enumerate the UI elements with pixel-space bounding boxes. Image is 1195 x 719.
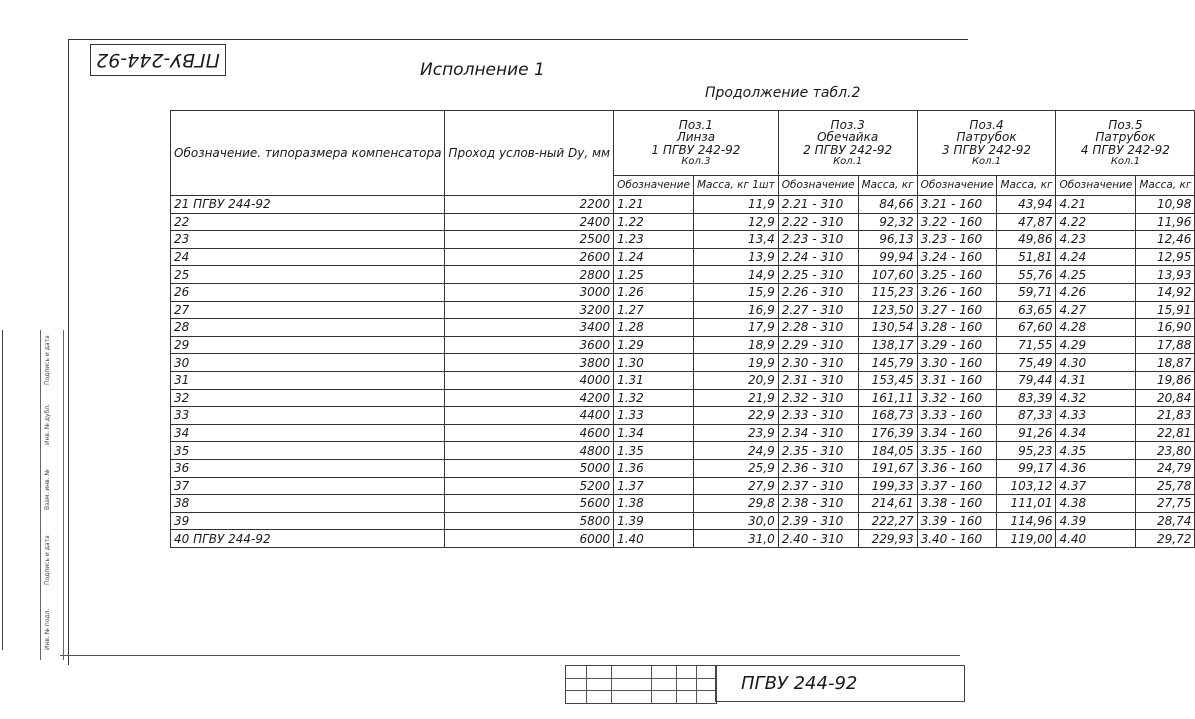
cell-name: 25	[171, 266, 445, 284]
cell-m3: 130,54	[858, 319, 917, 337]
cell-name: 40 ПГВУ 244-92	[171, 530, 445, 548]
cell-m1: 25,9	[693, 459, 778, 477]
cell-p5: 4.27	[1056, 301, 1136, 319]
cell-p3: 2.22 - 310	[778, 213, 858, 231]
cell-m3: 199,33	[858, 477, 917, 495]
cell-p4: 3.26 - 160	[917, 283, 997, 301]
cell-p1: 1.33	[614, 407, 694, 425]
cell-m4: 43,94	[997, 196, 1056, 214]
header-nominal-bore: Проход услов-ный Dу, мм	[445, 111, 614, 196]
cell-m3: 123,50	[858, 301, 917, 319]
cell-dn: 2800	[445, 266, 614, 284]
cell-m4: 111,01	[997, 495, 1056, 513]
cell-m5: 18,87	[1136, 354, 1195, 372]
cell-p3: 2.39 - 310	[778, 512, 858, 530]
pos-title: Поз.5	[1108, 117, 1143, 132]
title-block-line	[611, 666, 612, 703]
cell-m5: 25,78	[1136, 477, 1195, 495]
cell-name: 35	[171, 442, 445, 460]
cell-p5: 4.37	[1056, 477, 1136, 495]
title-block-grid	[565, 665, 717, 704]
pos-name: Обечайка	[817, 130, 879, 145]
cell-m3: 99,94	[858, 248, 917, 266]
cell-p4: 3.37 - 160	[917, 477, 997, 495]
cell-m5: 11,96	[1136, 213, 1195, 231]
cell-m5: 10,98	[1136, 196, 1195, 214]
cell-m3: 115,23	[858, 283, 917, 301]
cell-name: 30	[171, 354, 445, 372]
cell-name: 31	[171, 371, 445, 389]
cell-m5: 12,95	[1136, 248, 1195, 266]
cell-dn: 3200	[445, 301, 614, 319]
cell-m3: 96,13	[858, 231, 917, 249]
cell-name: 34	[171, 424, 445, 442]
table-row	[171, 477, 1195, 495]
cell-p4: 3.29 - 160	[917, 336, 997, 354]
cell-m5: 20,84	[1136, 389, 1195, 407]
subheader-mass: Масса, кг	[858, 176, 917, 196]
cell-p4: 3.39 - 160	[917, 512, 997, 530]
cell-p1: 1.34	[614, 424, 694, 442]
table-continuation-label: Продолжение табл.2	[705, 85, 861, 101]
cell-p5: 4.40	[1056, 530, 1136, 548]
pos-name: Патрубок	[956, 130, 1017, 145]
cell-name: 29	[171, 336, 445, 354]
cell-p5: 4.35	[1056, 442, 1136, 460]
cell-m4: 87,33	[997, 407, 1056, 425]
cell-m4: 75,49	[997, 354, 1056, 372]
cell-dn: 5000	[445, 459, 614, 477]
table-row	[171, 495, 1195, 513]
subheader-designation: Обозначение	[917, 176, 997, 196]
cell-dn: 3400	[445, 319, 614, 337]
cell-p4: 3.33 - 160	[917, 407, 997, 425]
side-stamp-label: Инв. № подл.	[44, 608, 51, 650]
cell-p5: 4.33	[1056, 407, 1136, 425]
cell-dn: 3000	[445, 283, 614, 301]
table-row	[171, 442, 1195, 460]
cell-p1: 1.35	[614, 442, 694, 460]
pos-title: Поз.1	[678, 117, 713, 132]
cell-name: 27	[171, 301, 445, 319]
cell-name: 37	[171, 477, 445, 495]
cell-p4: 3.22 - 160	[917, 213, 997, 231]
cell-m5: 28,74	[1136, 512, 1195, 530]
cell-name: 36	[171, 459, 445, 477]
cell-m4: 67,60	[997, 319, 1056, 337]
cell-m1: 30,0	[693, 512, 778, 530]
cell-dn: 6000	[445, 530, 614, 548]
cell-m3: 153,45	[858, 371, 917, 389]
cell-p1: 1.31	[614, 371, 694, 389]
cell-m4: 51,81	[997, 248, 1056, 266]
cell-m1: 23,9	[693, 424, 778, 442]
subheader-designation: Обозначение	[778, 176, 858, 196]
cell-p4: 3.27 - 160	[917, 301, 997, 319]
cell-name: 21 ПГВУ 244-92	[171, 196, 445, 214]
subheader-designation: Обозначение	[614, 176, 694, 196]
cell-p1: 1.24	[614, 248, 694, 266]
cell-dn: 5600	[445, 495, 614, 513]
cell-name: 28	[171, 319, 445, 337]
cell-name: 33	[171, 407, 445, 425]
cell-p1: 1.23	[614, 231, 694, 249]
cell-m1: 15,9	[693, 283, 778, 301]
cell-p1: 1.32	[614, 389, 694, 407]
table-row	[171, 389, 1195, 407]
cell-p4: 3.23 - 160	[917, 231, 997, 249]
cell-p1: 1.25	[614, 266, 694, 284]
cell-m5: 19,86	[1136, 371, 1195, 389]
cell-m3: 84,66	[858, 196, 917, 214]
cell-p4: 3.28 - 160	[917, 319, 997, 337]
pos-ref: 3 ПГВУ 242-92	[942, 143, 1032, 158]
cell-m1: 16,9	[693, 301, 778, 319]
cell-dn: 4000	[445, 371, 614, 389]
cell-p1: 1.36	[614, 459, 694, 477]
cell-p3: 2.38 - 310	[778, 495, 858, 513]
header-designation: Обозначение. типоразмера компенсатора	[171, 111, 445, 196]
cell-p5: 4.29	[1056, 336, 1136, 354]
pos-qty: Кол.1	[971, 155, 1002, 167]
pos-title: Поз.3	[830, 117, 865, 132]
table-row	[171, 407, 1195, 425]
cell-p5: 4.22	[1056, 213, 1136, 231]
cell-p1: 1.29	[614, 336, 694, 354]
pos-ref: 2 ПГВУ 242-92	[803, 143, 893, 158]
table-row	[171, 283, 1195, 301]
cell-m3: 168,73	[858, 407, 917, 425]
cell-p5: 4.25	[1056, 266, 1136, 284]
table-row	[171, 459, 1195, 477]
table-row	[171, 196, 1195, 214]
cell-p5: 4.36	[1056, 459, 1136, 477]
table-row	[171, 530, 1195, 548]
title-block-code: ПГВУ 244-92	[715, 665, 965, 702]
table-row	[171, 424, 1195, 442]
cell-m1: 29,8	[693, 495, 778, 513]
cell-m1: 20,9	[693, 371, 778, 389]
cell-m1: 11,9	[693, 196, 778, 214]
pos-qty: Кол.3	[681, 155, 711, 167]
cell-m4: 49,86	[997, 231, 1056, 249]
cell-m3: 176,39	[858, 424, 917, 442]
cell-name: 24	[171, 248, 445, 266]
cell-m5: 13,93	[1136, 266, 1195, 284]
cell-p1: 1.30	[614, 354, 694, 372]
cell-p5: 4.30	[1056, 354, 1136, 372]
cell-p5: 4.31	[1056, 371, 1136, 389]
cell-m4: 99,17	[997, 459, 1056, 477]
cell-p1: 1.26	[614, 283, 694, 301]
pos-ref: 4 ПГВУ 242-92	[1080, 143, 1170, 158]
cell-m4: 91,26	[997, 424, 1056, 442]
cell-m5: 23,80	[1136, 442, 1195, 460]
cell-dn: 5200	[445, 477, 614, 495]
cell-p1: 1.27	[614, 301, 694, 319]
cell-p3: 2.37 - 310	[778, 477, 858, 495]
variant-title: Исполнение 1	[420, 60, 545, 80]
cell-p1: 1.38	[614, 495, 694, 513]
cell-p3: 2.32 - 310	[778, 389, 858, 407]
cell-m4: 71,55	[997, 336, 1056, 354]
cell-m5: 17,88	[1136, 336, 1195, 354]
cell-p5: 4.38	[1056, 495, 1136, 513]
cell-p3: 2.40 - 310	[778, 530, 858, 548]
table-row	[171, 319, 1195, 337]
cell-p1: 1.40	[614, 530, 694, 548]
cell-p5: 4.32	[1056, 389, 1136, 407]
cell-p3: 2.36 - 310	[778, 459, 858, 477]
cell-m1: 22,9	[693, 407, 778, 425]
cell-p4: 3.21 - 160	[917, 196, 997, 214]
cell-m4: 63,65	[997, 301, 1056, 319]
cell-p4: 3.24 - 160	[917, 248, 997, 266]
table-row	[171, 248, 1195, 266]
cell-m1: 31,0	[693, 530, 778, 548]
cell-m4: 47,87	[997, 213, 1056, 231]
cell-name: 26	[171, 283, 445, 301]
table-row	[171, 371, 1195, 389]
cell-dn: 4600	[445, 424, 614, 442]
cell-p1: 1.28	[614, 319, 694, 337]
table-row	[171, 231, 1195, 249]
cell-p3: 2.27 - 310	[778, 301, 858, 319]
cell-m4: 114,96	[997, 512, 1056, 530]
pos-title: Поз.4	[969, 117, 1004, 132]
cell-m3: 107,60	[858, 266, 917, 284]
cell-m3: 161,11	[858, 389, 917, 407]
cell-p4: 3.25 - 160	[917, 266, 997, 284]
cell-m1: 18,9	[693, 336, 778, 354]
pos-name: Линза	[676, 130, 716, 145]
side-stamp-label: Взам. инв. №	[44, 469, 51, 510]
table-row	[171, 354, 1195, 372]
cell-p5: 4.26	[1056, 283, 1136, 301]
header-pos4	[917, 111, 1056, 176]
cell-dn: 3800	[445, 354, 614, 372]
subheader-mass-piece: Масса, кг 1шт	[693, 176, 778, 196]
cell-p1: 1.22	[614, 213, 694, 231]
cell-m5: 16,90	[1136, 319, 1195, 337]
frame-top-line	[68, 39, 968, 40]
cell-m1: 24,9	[693, 442, 778, 460]
cell-m4: 83,39	[997, 389, 1056, 407]
cell-p3: 2.31 - 310	[778, 371, 858, 389]
cell-p4: 3.35 - 160	[917, 442, 997, 460]
cell-dn: 2600	[445, 248, 614, 266]
cell-m5: 27,75	[1136, 495, 1195, 513]
cell-p4: 3.32 - 160	[917, 389, 997, 407]
cell-p3: 2.35 - 310	[778, 442, 858, 460]
cell-m4: 95,23	[997, 442, 1056, 460]
cell-p1: 1.39	[614, 512, 694, 530]
cell-p1: 1.21	[614, 196, 694, 214]
cell-p4: 3.34 - 160	[917, 424, 997, 442]
cell-m4: 59,71	[997, 283, 1056, 301]
cell-m4: 103,12	[997, 477, 1056, 495]
cell-p5: 4.24	[1056, 248, 1136, 266]
cell-dn: 2500	[445, 231, 614, 249]
cell-p3: 2.33 - 310	[778, 407, 858, 425]
cell-p5: 4.28	[1056, 319, 1136, 337]
cell-m5: 14,92	[1136, 283, 1195, 301]
cell-m1: 13,4	[693, 231, 778, 249]
frame-bottom-line	[60, 655, 960, 656]
subheader-mass: Масса, кг	[997, 176, 1056, 196]
cell-dn: 3600	[445, 336, 614, 354]
cell-m5: 12,46	[1136, 231, 1195, 249]
cell-m3: 229,93	[858, 530, 917, 548]
pos-ref: 1 ПГВУ 242-92	[651, 143, 741, 158]
cell-m1: 17,9	[693, 319, 778, 337]
cell-p5: 4.23	[1056, 231, 1136, 249]
compensator-spec-table	[170, 110, 1195, 548]
cell-name: 22	[171, 213, 445, 231]
cell-p3: 2.21 - 310	[778, 196, 858, 214]
cell-p4: 3.31 - 160	[917, 371, 997, 389]
table-row	[171, 336, 1195, 354]
cell-p3: 2.26 - 310	[778, 283, 858, 301]
table-row	[171, 301, 1195, 319]
pos-qty: Кол.1	[1110, 155, 1140, 167]
cell-name: 39	[171, 512, 445, 530]
subheader-designation: Обозначение	[1056, 176, 1136, 196]
cell-m5: 29,72	[1136, 530, 1195, 548]
cell-m1: 21,9	[693, 389, 778, 407]
cell-name: 32	[171, 389, 445, 407]
cell-dn: 2200	[445, 196, 614, 214]
cell-p3: 2.30 - 310	[778, 354, 858, 372]
header-pos1	[614, 111, 779, 176]
cell-p1: 1.37	[614, 477, 694, 495]
title-block-line	[566, 690, 716, 691]
side-stamp-label: Подпись и дата	[44, 335, 51, 385]
cell-m1: 12,9	[693, 213, 778, 231]
cell-dn: 4200	[445, 389, 614, 407]
cell-dn: 5800	[445, 512, 614, 530]
cell-m1: 14,9	[693, 266, 778, 284]
cell-p5: 4.21	[1056, 196, 1136, 214]
title-block-line	[566, 678, 716, 679]
cell-m3: 145,79	[858, 354, 917, 372]
cell-dn: 4800	[445, 442, 614, 460]
table-row	[171, 266, 1195, 284]
cell-dn: 2400	[445, 213, 614, 231]
frame-left-line	[68, 39, 69, 665]
cell-p3: 2.25 - 310	[778, 266, 858, 284]
cell-p3: 2.24 - 310	[778, 248, 858, 266]
document-code-stamp: ПГВУ-244-92	[90, 44, 226, 76]
cell-p3: 2.23 - 310	[778, 231, 858, 249]
table-row	[171, 213, 1195, 231]
header-pos3	[778, 111, 917, 176]
cell-p3: 2.28 - 310	[778, 319, 858, 337]
title-block-line	[696, 666, 697, 703]
cell-m1: 27,9	[693, 477, 778, 495]
cell-m3: 92,32	[858, 213, 917, 231]
cell-m5: 15,91	[1136, 301, 1195, 319]
binding-margin-line	[2, 330, 3, 650]
cell-m3: 191,67	[858, 459, 917, 477]
title-block-line	[651, 666, 652, 703]
cell-m1: 19,9	[693, 354, 778, 372]
cell-p4: 3.38 - 160	[917, 495, 997, 513]
cell-m5: 21,83	[1136, 407, 1195, 425]
header-pos5	[1056, 111, 1195, 176]
pos-name: Патрубок	[1095, 130, 1156, 145]
title-block-line	[676, 666, 677, 703]
table-body	[171, 196, 1195, 548]
cell-p4: 3.30 - 160	[917, 354, 997, 372]
side-stamp-label: Инв. № дубл.	[44, 403, 51, 445]
cell-m3: 222,27	[858, 512, 917, 530]
cell-p5: 4.39	[1056, 512, 1136, 530]
cell-dn: 4400	[445, 407, 614, 425]
cell-p4: 3.40 - 160	[917, 530, 997, 548]
cell-name: 23	[171, 231, 445, 249]
cell-p3: 2.34 - 310	[778, 424, 858, 442]
pos-qty: Кол.1	[833, 155, 863, 167]
cell-m4: 79,44	[997, 371, 1056, 389]
cell-m1: 13,9	[693, 248, 778, 266]
cell-m3: 138,17	[858, 336, 917, 354]
title-block-line	[586, 666, 587, 703]
cell-m4: 119,00	[997, 530, 1056, 548]
cell-name: 38	[171, 495, 445, 513]
subheader-mass: Масса, кг	[1136, 176, 1195, 196]
cell-m3: 214,61	[858, 495, 917, 513]
side-stamp-label: Подпись и дата	[44, 535, 51, 585]
cell-p3: 2.29 - 310	[778, 336, 858, 354]
table-row	[171, 512, 1195, 530]
cell-m5: 24,79	[1136, 459, 1195, 477]
cell-m4: 55,76	[997, 266, 1056, 284]
cell-m3: 184,05	[858, 442, 917, 460]
cell-p5: 4.34	[1056, 424, 1136, 442]
cell-m5: 22,81	[1136, 424, 1195, 442]
cell-p4: 3.36 - 160	[917, 459, 997, 477]
